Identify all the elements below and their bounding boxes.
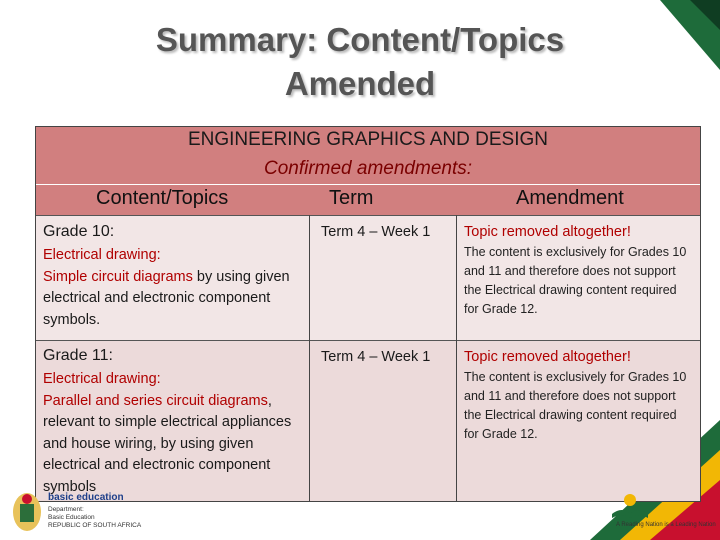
reading-nation-logo <box>606 488 718 538</box>
row-2-topic-title: Electrical drawing: <box>43 371 161 387</box>
logo-line-3: Basic Education <box>48 514 95 521</box>
row-2-term: Term 4 – Week 1 <box>321 349 431 365</box>
row-2-content <box>43 347 305 498</box>
page-title <box>60 18 660 106</box>
table-header-confirmed: Confirmed amendments: <box>263 158 473 179</box>
row-2-amendment <box>464 349 694 444</box>
column-divider <box>309 215 310 501</box>
row-2-topic-rest: , relevant to simple electrical appliances and house wiring, by using given electrical and electronic component symbols <box>43 392 292 495</box>
reading-nation-text: A Reading Nation is a Leading Nation <box>616 522 716 528</box>
row-2-topic-bold: Parallel and series circuit diagrams <box>43 392 268 409</box>
row-2-amendment-body: The content is exclusively for Grades 10 and 11 and therefore does not support the Electrical drawing content required for Grade 12. <box>464 370 687 441</box>
row-1-amendment <box>464 224 694 319</box>
amendments-table <box>35 126 701 502</box>
column-divider <box>456 215 457 501</box>
row-1-amendment-body: The content is exclusively for Grades 10 and 11 and therefore does not support the Electrical drawing content required for Grade 12. <box>464 245 687 316</box>
table-header-subject: ENGINEERING GRAPHICS AND DESIGN <box>187 129 548 150</box>
book-icon <box>610 490 650 520</box>
column-header-amendment: Amendment <box>516 187 624 209</box>
row-2-amendment-title: Topic removed altogether! <box>464 349 631 365</box>
table-header <box>36 127 700 215</box>
column-header-term: Term <box>329 187 374 209</box>
row-1-topic-bold: Simple circuit diagrams <box>43 268 193 285</box>
logo-line-2: Department: <box>48 506 84 513</box>
header-divider <box>36 184 700 185</box>
row-1-grade: Grade 10: <box>43 223 115 240</box>
title-line-1: Summary: Content/Topics <box>155 21 565 58</box>
row-1-amendment-title: Topic removed altogether! <box>464 224 631 240</box>
row-2-grade: Grade 11: <box>43 347 113 364</box>
logo-line-1: basic education <box>48 492 124 503</box>
title-line-2: Amended <box>284 65 436 102</box>
row-1-topic-title: Electrical drawing: <box>43 247 161 263</box>
logo-line-4: REPUBLIC OF SOUTH AFRICA <box>48 522 142 529</box>
coat-of-arms-icon <box>10 490 44 534</box>
row-1-topic-rest: by using given electrical and electronic component symbols. <box>43 268 290 328</box>
row-1-term: Term 4 – Week 1 <box>321 224 431 240</box>
row-1-content <box>43 223 305 331</box>
basic-education-logo <box>6 488 166 536</box>
column-header-content-topics: Content/Topics <box>96 187 229 209</box>
logo-lines <box>48 506 141 530</box>
